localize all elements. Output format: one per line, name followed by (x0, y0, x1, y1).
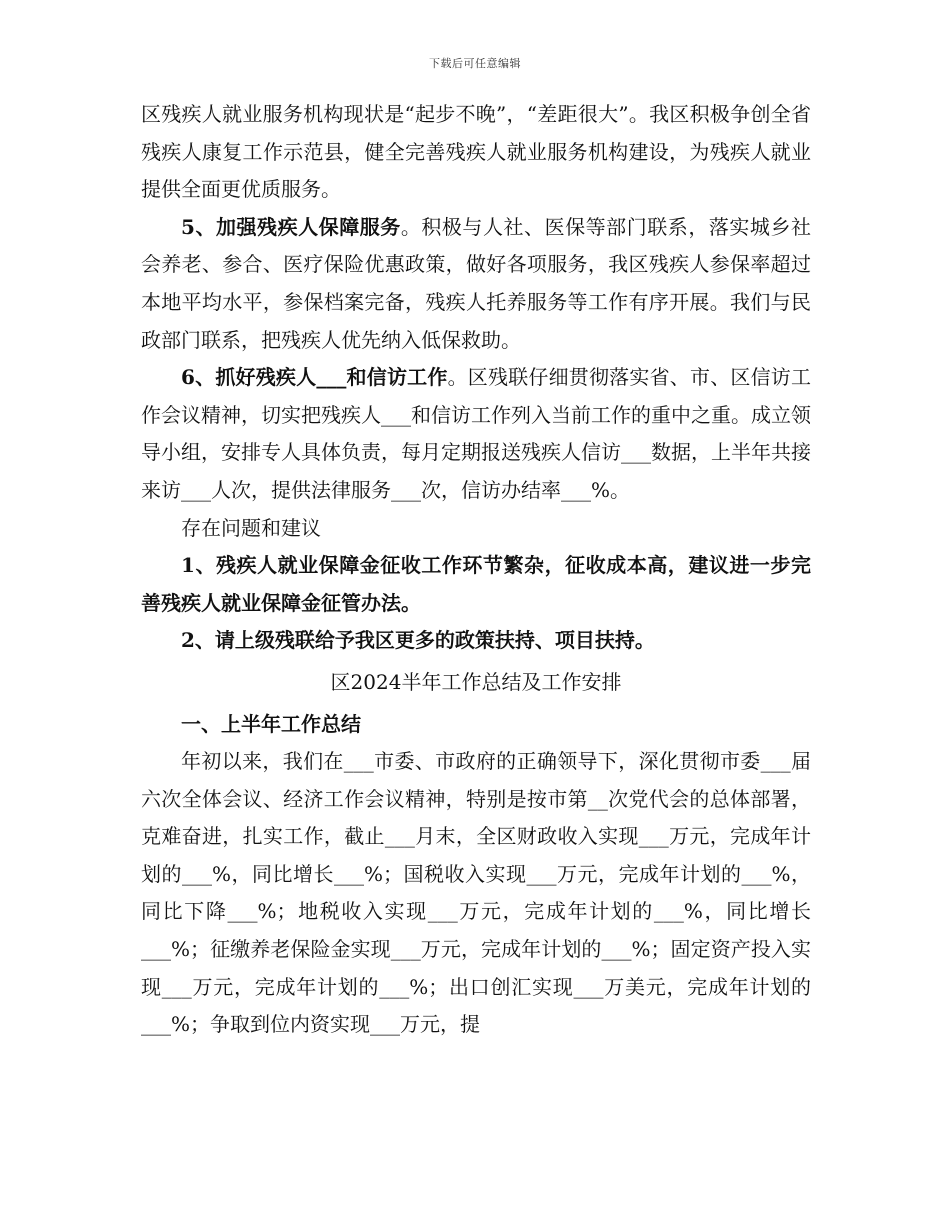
item-body-5: 。积极与人社、医保等部门联系，落实城乡社会养老、参合、医疗保险优惠政策，做好各项服务，我区残疾人参保率超过本地平均水平，参保档案完备，残疾人托养服务等工作有序开展。我们与民政部门联系，把残疾人优先纳入低保救助。 (141, 214, 811, 352)
paragraph-petition-work (141, 359, 811, 509)
page-header-note: 下载后可任意编辑 (429, 57, 521, 70)
paragraph-security-service (141, 209, 811, 359)
document-body (141, 96, 811, 1044)
suggestion-2: 2、请上级残联给予我区更多的政策扶持、项目扶持。 (181, 628, 655, 653)
item-heading-5: 5、加强残疾人保障服务 (181, 214, 401, 239)
paragraph-employment-service: 区残疾人就业服务机构现状是“起步不晚”，“差距很大”。我区积极争创全省残疾人康复工作示范县，健全完善残疾人就业服务机构建设，为残疾人就业提供全面更优质服务。 (141, 102, 811, 202)
item-heading-6: 6、抓好残疾人___和信访工作 (181, 365, 448, 390)
item-body-6: 。区残联仔细贯彻落实省、市、区信访工作会议精神，切实把残疾人___和信访工作列入当前工作的重中之重。成立领导小组，安排专人具体负责，每月定期报送残疾人信访___数据，上半年共接来访___人次，提供法律服务___次，信访办结率___%。 (141, 365, 812, 502)
paragraph-work-summary: 年初以来，我们在___市委、市政府的正确领导下，深化贯彻市委___届六次全体会议、经济工作会议精神，特别是按市第__次党代会的总体部署，克难奋进，扎实工作，截止___月末，全区财政收入实现___万元，完成年计划的___%，同比增长___%；国税收入实现___万元，完成年计划的___%，同比下降___%；地税收入实现___万元，完成年计划的___%，同比增长___%；征缴养老保险金实现___万元，完成年计划的___%；固定资产投入实现___万元，完成年计划的___%；出口创汇实现___万美元，完成年计划的___%；争取到位内资实现___万元，提 (141, 749, 811, 1037)
suggestion-1: 1、残疾人就业保障金征收工作环节繁杂，征收成本高，建议进一步完善残疾人就业保障金征管办法。 (141, 553, 811, 615)
document-title: 区2024半年工作总结及工作安排 (330, 669, 622, 694)
section-heading-1: 一、上半年工作总结 (181, 711, 361, 736)
problems-heading: 存在问题和建议 (181, 515, 321, 540)
